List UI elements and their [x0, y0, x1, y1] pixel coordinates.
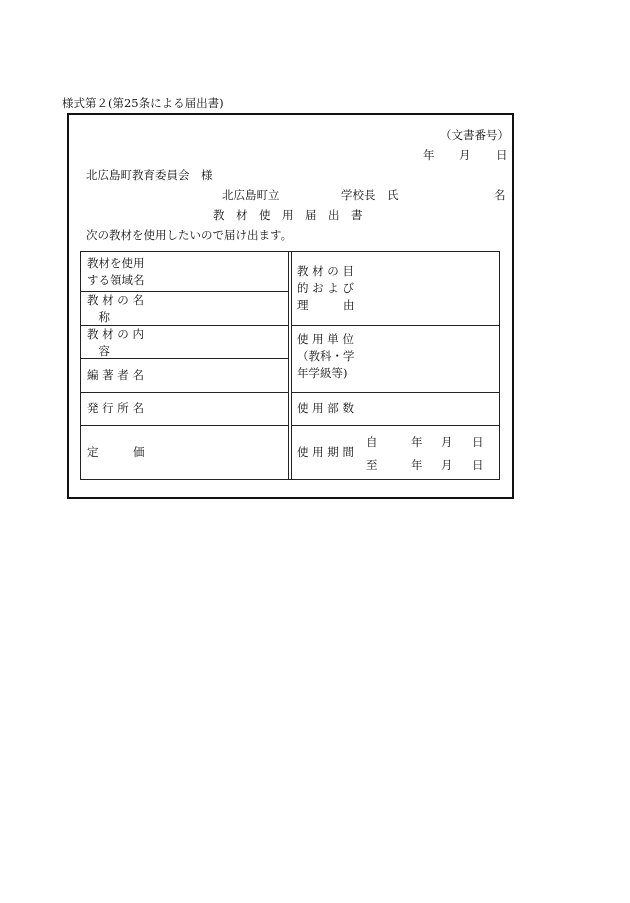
table-divider [291, 252, 292, 479]
date-year: 年 [423, 148, 435, 162]
intro-text: 次の教材を使用したいので届け出ます。 [86, 228, 293, 242]
table-divider [288, 252, 289, 479]
material-table [80, 251, 500, 480]
period-from-year: 年 [411, 435, 423, 449]
document-number: （文書番号） [440, 128, 509, 142]
period-from-day: 日 [472, 435, 484, 449]
date-month: 月 [459, 148, 471, 162]
addressee: 北広島町教育委員会 様 [86, 168, 213, 182]
period-label: 使 用 期 間 [297, 445, 354, 459]
period-to-month: 月 [441, 458, 453, 472]
row-line [81, 425, 289, 426]
period-to: 至 [366, 458, 378, 472]
unit-label: 使 用 単 位 （教科・学 年学級等) [297, 332, 355, 380]
period-to-day: 日 [472, 458, 484, 472]
period-to-year: 年 [411, 458, 423, 472]
sender-name-suffix: 名 [494, 188, 506, 202]
purpose-label: 教 材 の 目 的 お よ び 理 由 [297, 264, 355, 312]
price-label: 定 価 [87, 445, 145, 459]
period-from-month: 月 [441, 435, 453, 449]
publisher-label: 発 行 所 名 [87, 401, 144, 415]
area-label: 教材を使用 する領域名 [87, 256, 145, 287]
period-from: 自 [366, 435, 378, 449]
sender-school: 北広島町立 [222, 188, 280, 202]
material-content-label: 教 材 の 内 容 [87, 327, 144, 358]
form-number-label: 様式第２(第25条による届出書) [62, 96, 224, 110]
copies-label: 使 用 部 数 [297, 401, 354, 415]
row-line [81, 392, 289, 393]
row-line [291, 325, 499, 326]
material-name-label: 教 材 の 名 称 [87, 293, 144, 324]
row-line [291, 425, 499, 426]
document-title: 教 材 使 用 届 出 書 [213, 208, 363, 222]
sender-principal: 学校長 氏 [341, 188, 399, 202]
row-line [291, 392, 499, 393]
date-day: 日 [496, 148, 508, 162]
editor-label: 編 著 者 名 [87, 368, 144, 382]
